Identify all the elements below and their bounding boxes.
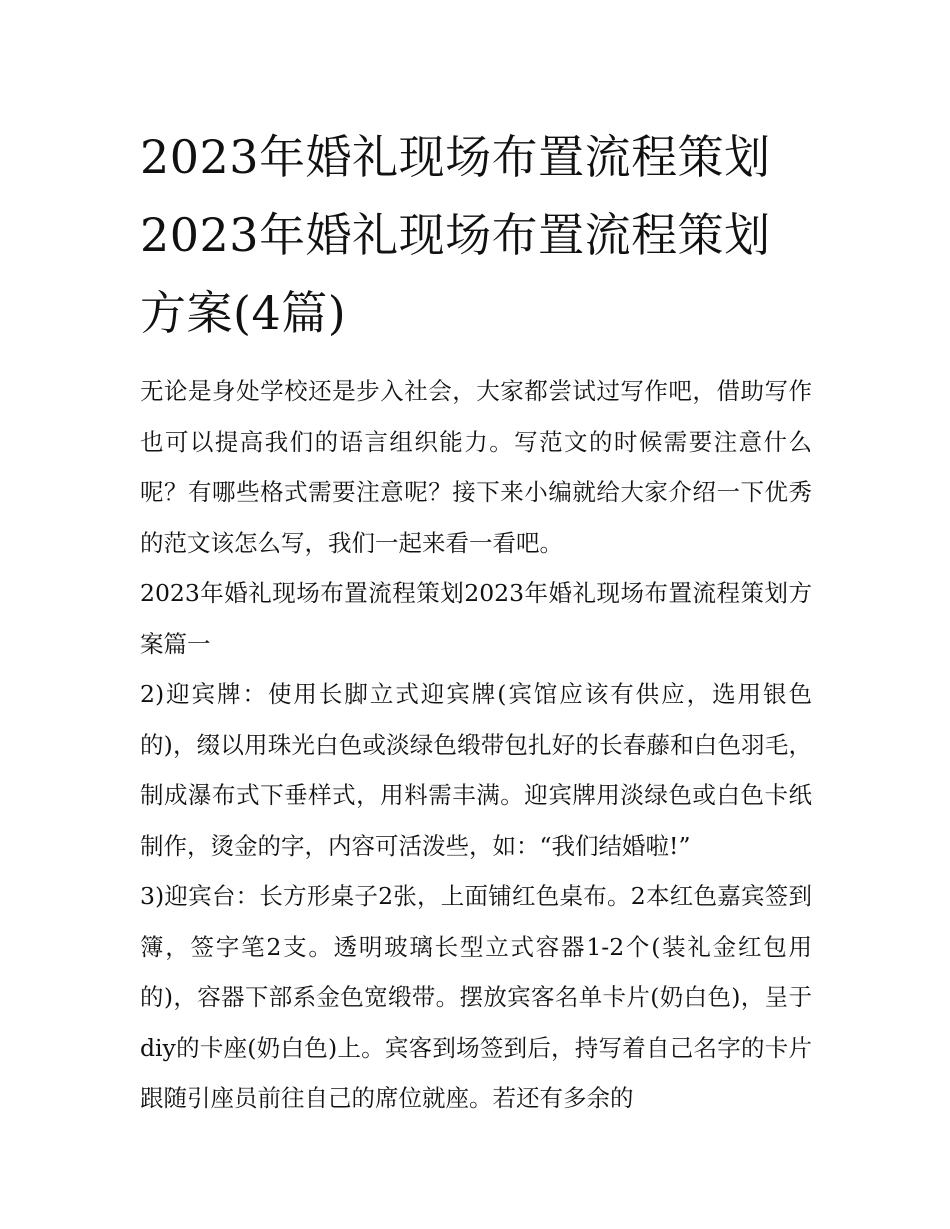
body-paragraph-reception-desk: 3)迎宾台：长方形桌子2张，上面铺红色桌布。2本红色嘉宾签到簿，签字笔2支。透明玻璃长型立式容器1-2个(装礼金红包用的)，容器下部系金色宽缎带。摆放宾客名单卡片(奶白色)，呈于diy的卡座(奶白色)上。宾客到场签到后，持写着自己名字的卡片跟随引座员前往自己的席位就座。若还有多余的 [140, 882, 812, 1112]
document-page [140, 118, 812, 1124]
section-heading: 2023年婚礼现场布置流程策划2023年婚礼现场布置流程策划方案篇一 [140, 579, 812, 658]
body-paragraph-welcome-sign: 2)迎宾牌：使用长脚立式迎宾牌(宾馆应该有供应，选用银色的)，缀以用珠光白色或淡绿色缎带包扎好的长春藤和白色羽毛，制成瀑布式下垂样式，用料需丰满。迎宾牌用淡绿色或白色卡纸制作，烫金的字，内容可活泼些，如：“我们结婚啦!” [140, 680, 812, 860]
document-title: 2023年婚礼现场布置流程策划2023年婚礼现场布置流程策划方案(4篇) [140, 130, 771, 340]
intro-paragraph: 无论是身处学校还是步入社会，大家都尝试过写作吧，借助写作也可以提高我们的语言组织能力。写范文的时候需要注意什么呢？有哪些格式需要注意呢？接下来小编就给大家介绍一下优秀的范文该怎么写，我们一起来看一看吧。 [140, 377, 812, 557]
